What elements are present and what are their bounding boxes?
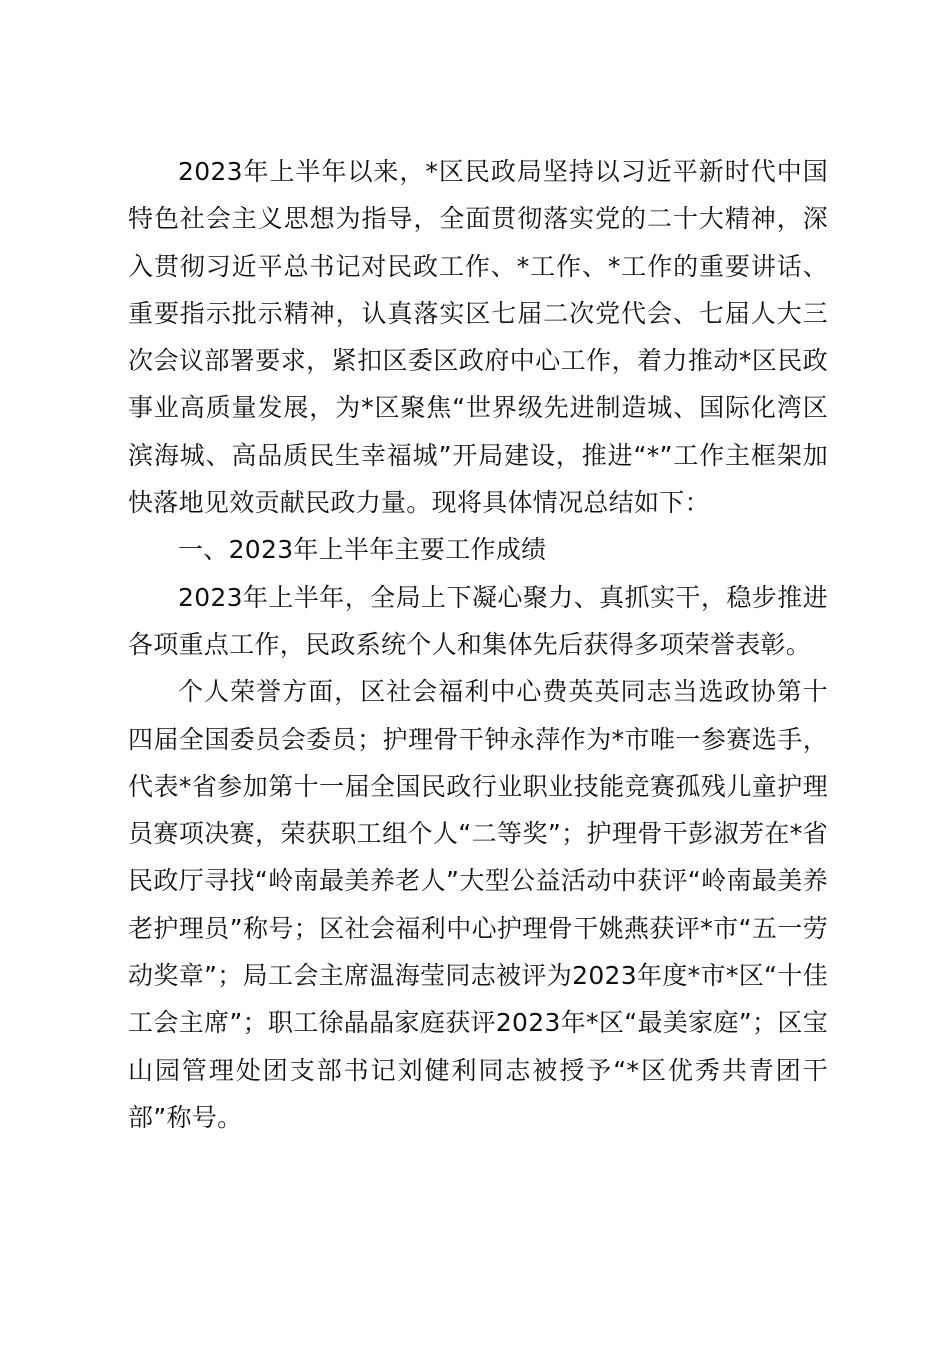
personal-honors-paragraph: 个人荣誉方面，区社会福利中心费英英同志当选政协第十四届全国委员会委员；护理骨干钟永萍作为*市唯一参赛选手，代表*省参加第十一届全国民政行业职业技能竞赛孤残儿童护理员赛项决赛，荣获职工组个人“二等奖”；护理骨干彭淑芳在*省民政厅寻找“岭南最美养老人”大型公益活动中获评“岭南最美养老护理员”称号；区社会福利中心护理骨干姚燕获评*市“五一劳动奖章”；局工会主席温海莹同志被评为2023年度*市*区“十佳工会主席”；职工徐晶晶家庭获评2023年*区“最美家庭”；区宝山园管理处团支部书记刘健利同志被授予“*区优秀共青团干部”称号。 <box>128 677 828 1132</box>
section-heading: 一、2023年上半年主要工作成绩 <box>178 535 547 565</box>
summary-paragraph: 2023年上半年，全局上下凝心聚力、真抓实干，稳步推进各项重点工作，民政系统个人和集体先后获得多项荣誉表彰。 <box>128 582 828 659</box>
document-body <box>128 148 828 1141</box>
intro-paragraph: 2023年上半年以来，*区民政局坚持以习近平新时代中国特色社会主义思想为指导，全面贯彻落实党的二十大精神，深入贯彻习近平总书记对民政工作、*工作、*工作的重要讲话、重要指示批示精神，认真落实区七届二次党代会、七届人大三次会议部署要求，紧扣区委区政府中心工作，着力推动*区民政事业高质量发展，为*区聚焦“世界级先进制造城、国际化湾区滨海城、高品质民生幸福城”开局建设，推进“*”工作主框架加快落地见效贡献民政力量。现将具体情况总结如下： <box>128 157 828 518</box>
